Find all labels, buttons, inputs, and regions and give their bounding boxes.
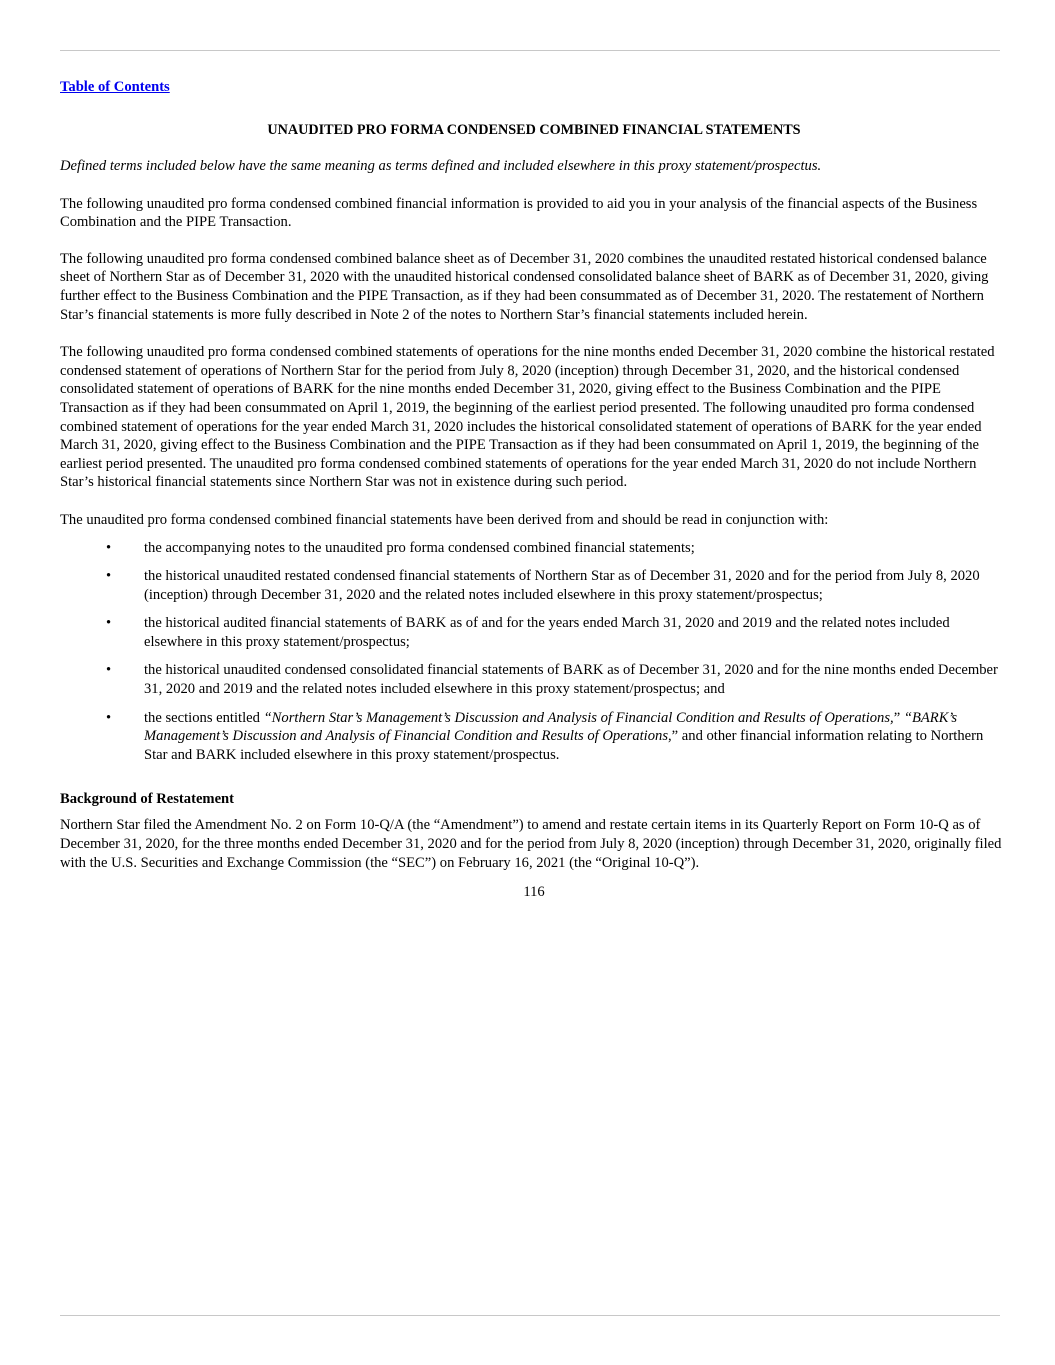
- list-item-text: the historical unaudited restated condensed financial statements of Northern Star as of December 31, 2020 and for the period from July 8, 2020 (inception) through December 31, 2020 and the related notes included elsewhere in this proxy statement/prospectus;: [144, 568, 980, 603]
- list-item-separator: ”: [893, 709, 904, 726]
- list-item: [60, 614, 1008, 651]
- list-item-text: the accompanying notes to the unaudited pro forma condensed combined financial statements;: [144, 539, 695, 556]
- list-item: [60, 661, 1008, 698]
- list-item: [60, 567, 1008, 604]
- bottom-divider: [60, 1315, 1000, 1316]
- paragraph-statements-of-operations: The following unaudited pro forma condensed combined statements of operations for the nine months ended December 31, 2020 combine the historical restated condensed statement of operations of Northern Star for the period from July 8, 2020 (inception) through December 31, 2020, and the historical condensed consolidated statement of operations of BARK for the nine months ended December 31, 2020, giving effect to the Business Combination and the PIPE Transaction as if they had been consummated on April 1, 2019, the beginning of the earliest period presented. The following unaudited pro forma condensed combined statement of operations for the year ended March 31, 2020 includes the historical consolidated statement of operations of BARK for the year ended March 31, 2020, giving effect to the Business Combination and the PIPE Transaction as if they had been consummated on April 1, 2019, the beginning of the earliest period presented. The unaudited pro forma condensed combined statements of operations for the year ended March 31, 2020 do not include Northern Star’s historical financial statements since Northern Star was not in existence during such period.: [60, 344, 995, 491]
- mdna-title-northern-star: “Northern Star’s Management’s Discussion and Analysis of Financial Condition and Results of Operations,: [263, 709, 894, 726]
- list-item: [60, 709, 1008, 765]
- list-item-text: [144, 710, 983, 763]
- list-item: [60, 539, 1008, 558]
- document-body: [60, 78, 1008, 901]
- mdna-title-bark: “BARK’s Management’s Discussion and Analysis of Financial Condition and Results of Operations: [144, 709, 958, 745]
- bullet-icon: •: [106, 709, 112, 726]
- defined-terms-note: Defined terms included below have the same meaning as terms defined and included elsewhere in this proxy statement/prospectus.: [60, 158, 822, 174]
- source-list: [60, 539, 1008, 765]
- paragraph-restatement: Northern Star filed the Amendment No. 2 on Form 10-Q/A (the “Amendment”) to amend and restate certain items in its Quarterly Report on Form 10-Q as of December 31, 2020, for the three months ended December 31, 2020 and for the period from July 8, 2020 (inception) through December 31, 2020, originally filed with the U.S. Securities and Exchange Commission (the “SEC”) on February 16, 2021 (the “Original 10-Q”).: [60, 817, 1002, 871]
- top-divider: [60, 50, 1000, 51]
- page-number: 116: [523, 884, 545, 901]
- list-item-prefix: the sections entitled: [144, 709, 264, 726]
- list-item-suffix: ,” and other financial information relating to Northern Star and BARK included elsewhere in this proxy statement/prospectus.: [144, 728, 984, 763]
- bullet-icon: •: [106, 662, 112, 679]
- list-item-text: the historical audited financial statements of BARK as of and for the years ended March 31, 2020 and 2019 and the related notes included elsewhere in this proxy statement/prospectus;: [144, 615, 950, 650]
- bullet-icon: •: [106, 539, 112, 556]
- paragraph-derived-from: The unaudited pro forma condensed combined financial statements have been derived from and should be read in conjunction with:: [60, 511, 829, 528]
- paragraph-overview: The following unaudited pro forma condensed combined financial information is provided to aid you in your analysis of the financial aspects of the Business Combination and the PIPE Transaction.: [60, 195, 978, 231]
- section-heading: Background of Restatement: [60, 791, 235, 808]
- list-item-text: the historical unaudited condensed consolidated financial statements of BARK as of December 31, 2020 and for the nine months ended December 31, 2020 and 2019 and the related notes included elsewhere in this proxy statement/prospectus; and: [144, 662, 998, 698]
- paragraph-balance-sheet: The following unaudited pro forma condensed combined balance sheet as of December 31, 2020 combines the unaudited restated historical condensed balance sheet of Northern Star as of December 31, 2020 with the unaudited historical condensed consolidated balance sheet of BARK as of December 31, 2020, giving further effect to the Business Combination and the PIPE Transaction, as if they had been consummated as of December 31, 2020. The restatement of Northern Star’s financial statements is more fully described in Note 2 of the notes to Northern Star’s financial statements included herein.: [60, 250, 989, 323]
- table-of-contents-link[interactable]: Table of Contents: [60, 79, 170, 95]
- page-title: UNAUDITED PRO FORMA CONDENSED COMBINED FINANCIAL STATEMENTS: [267, 122, 801, 138]
- bullet-icon: •: [106, 568, 112, 585]
- bullet-icon: •: [106, 615, 112, 632]
